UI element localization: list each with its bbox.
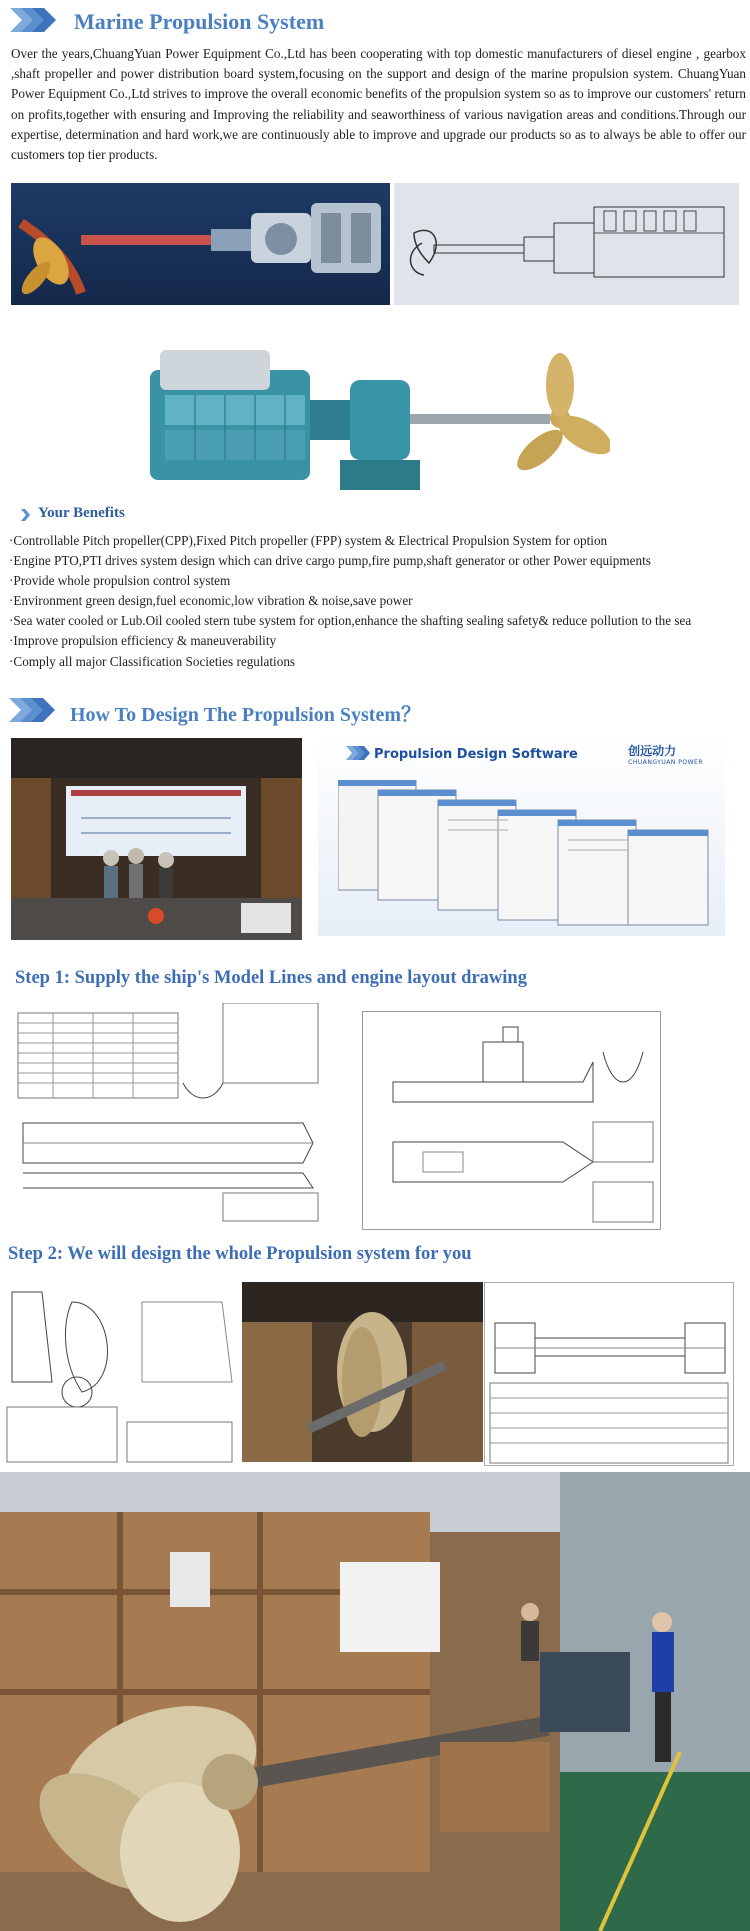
propulsion-render-photo xyxy=(11,183,390,305)
benefits-list xyxy=(9,531,691,672)
list-item: ·Engine PTO,PTI drives system design which can drive cargo pump,fire pump,shaft generator or other Power equipments xyxy=(9,553,651,569)
software-brand-sub: CHUANGYUAN POWER xyxy=(628,759,703,766)
page-title: Marine Propulsion System xyxy=(74,9,325,34)
step1-title: Step 1: Supply the ship's Model Lines and engine layout drawing xyxy=(15,968,527,988)
list-item: ·Provide whole propulsion control system xyxy=(9,573,231,589)
propeller-design-drawing xyxy=(2,1282,238,1464)
list-item: ·Comply all major Classification Societies regulations xyxy=(9,653,296,669)
design-title: How To Design The Propulsion System？ xyxy=(70,704,422,726)
list-item: ·Sea water cooled or Lub.Oil cooled stern tube system for option,enhance the shafting sealing safety& reduce pollution to the sea xyxy=(9,613,692,629)
propeller-factory-photo xyxy=(0,1472,750,1931)
step2-title: Step 2: We will design the whole Propulsion system for you xyxy=(8,1244,472,1264)
control-room-photo xyxy=(11,738,302,940)
intro-paragraph: Over the years,ChuangYuan Power Equipment Co.,Ltd has been cooperating with top domestic manufacturers of diesel engine , gearbox ,shaft propeller and power distribution board system,focusing on the support and design of the marine propulsion system. ChuangYuan Power Equipment Co.,Ltd strives to improve the overall economic benefits of the propulsion system so as to improve our customers' return on profits,together with ensuring and Improving the reliability and seaworthiness of various navigation areas and conditions.Through our expertise, determination and hard work,we are continuously able to improve and upgrade our products so as to always be able to offer our customers top tier products. xyxy=(11,46,746,163)
shafting-warehouse-photo xyxy=(242,1282,483,1462)
header-arrows-icon xyxy=(10,8,56,32)
benefits-title: Your Benefits xyxy=(38,505,125,521)
shaft-arrangement-drawing xyxy=(484,1282,734,1466)
chevron-right-icon xyxy=(20,509,30,521)
ship-model-lines-drawing xyxy=(13,1003,321,1223)
design-arrows-icon xyxy=(9,698,55,722)
propulsion-drawing-photo xyxy=(394,183,739,305)
design-software-screenshot xyxy=(318,736,725,936)
software-brand xyxy=(628,742,703,766)
list-item: ·Improve propulsion efficiency & maneuverability xyxy=(9,633,277,649)
list-item: ·Environment green design,fuel economic,low vibration & noise,save power xyxy=(9,593,413,609)
engine-propeller-render xyxy=(140,340,610,505)
list-item: ·Controllable Pitch propeller(CPP),Fixed Pitch propeller (FPP) system & Electrical Propulsion System for option xyxy=(9,533,608,548)
software-brand-name: 创远动力 xyxy=(628,744,677,758)
engine-layout-drawing xyxy=(362,1011,661,1230)
software-title: Propulsion Design Software xyxy=(374,747,578,762)
